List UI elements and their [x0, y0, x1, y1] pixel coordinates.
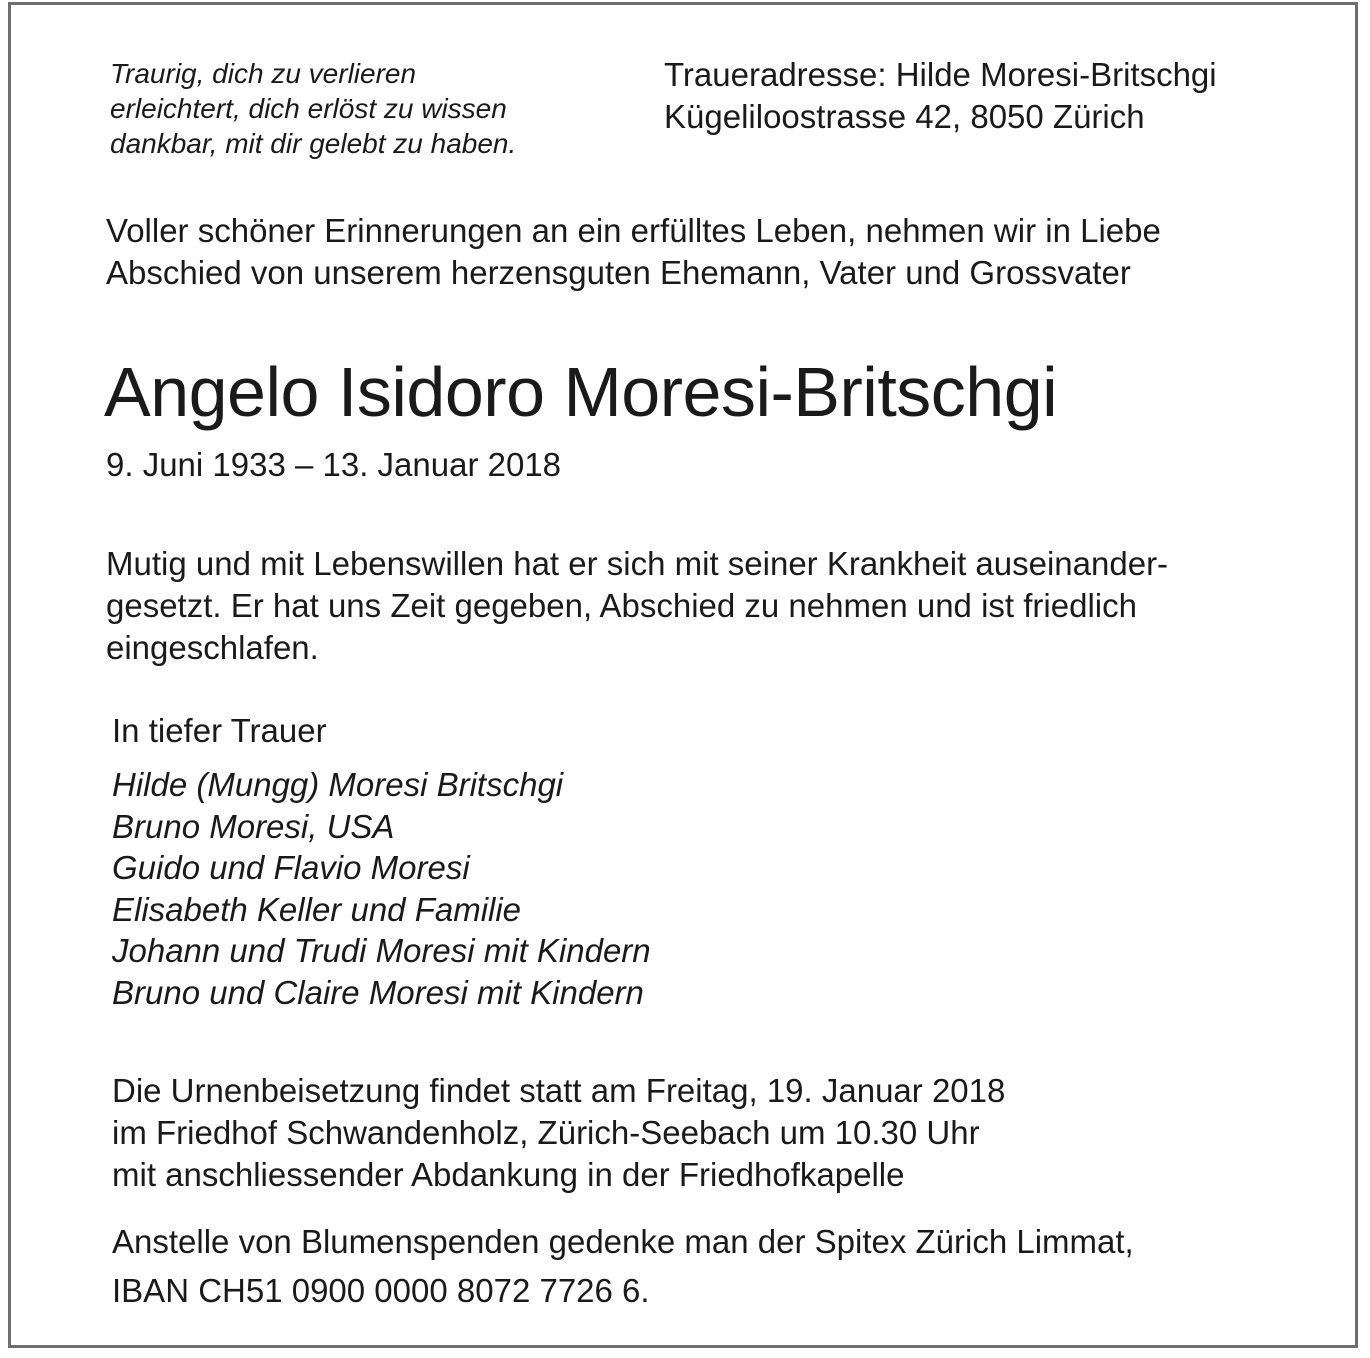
mourner-name: Bruno Moresi, USA: [112, 807, 395, 845]
mourning-address: [664, 54, 1217, 138]
mourner-name: Guido und Flavio Moresi: [112, 849, 470, 886]
ceremony-line: im Friedhof Schwandenholz, Zürich-Seebach um 10.30 Uhr: [112, 1114, 980, 1151]
quote-line: Traurig, dich zu verlieren: [110, 58, 417, 89]
donation-line: Anstelle von Blumenspenden gedenke man der Spitex Zürich Limmat,: [112, 1223, 1134, 1260]
ceremony-line: mit anschliessender Abdankung in der Friedhofkapelle: [112, 1156, 905, 1193]
quote-line: erleichtert, dich erlöst zu wissen: [110, 93, 507, 124]
donation-iban: IBAN CH51 0900 0000 8072 7726 6.: [112, 1272, 650, 1309]
mourners-list: [112, 764, 651, 1013]
intro-line: Abschied von unserem herzensguten Ehemann, Vater und Grossvater: [106, 254, 1131, 291]
message-line: eingeschlafen.: [106, 629, 319, 666]
ceremony-details: [112, 1070, 1005, 1196]
address-line: Kügeliloostrasse 42, 8050 Zürich: [664, 98, 1145, 135]
intro-text: [106, 210, 1161, 294]
deceased-name: Angelo Isidoro Moresi-Britschgi: [104, 353, 1058, 431]
address-line: Traueradresse: Hilde Moresi-Britschgi: [664, 56, 1217, 93]
farewell-message: [106, 543, 1168, 669]
message-line: Mutig und mit Lebenswillen hat er sich mit seiner Krankheit auseinander-: [106, 545, 1169, 582]
mourning-label: In tiefer Trauer: [112, 712, 327, 749]
intro-line: Voller schöner Erinnerungen an ein erfülltes Leben, nehmen wir in Liebe: [106, 212, 1161, 249]
mourner-name: Elisabeth Keller und Familie: [112, 890, 522, 928]
mourner-name: Johann und Trudi Moresi mit Kindern: [112, 932, 651, 969]
mourner-name: Bruno und Claire Moresi mit Kindern: [112, 973, 644, 1011]
life-dates: 9. Juni 1933 – 13. Januar 2018: [106, 446, 562, 483]
ceremony-line: Die Urnenbeisetzung findet statt am Freitag, 19. Januar 2018: [112, 1072, 1006, 1109]
memorial-quote: [110, 56, 516, 161]
message-line: gesetzt. Er hat uns Zeit gegeben, Abschied zu nehmen und ist friedlich: [106, 587, 1137, 624]
mourner-name: Hilde (Mungg) Moresi Britschgi: [112, 766, 564, 803]
quote-line: dankbar, mit dir gelebt zu haben.: [110, 128, 517, 159]
donation-note: [112, 1217, 1134, 1315]
